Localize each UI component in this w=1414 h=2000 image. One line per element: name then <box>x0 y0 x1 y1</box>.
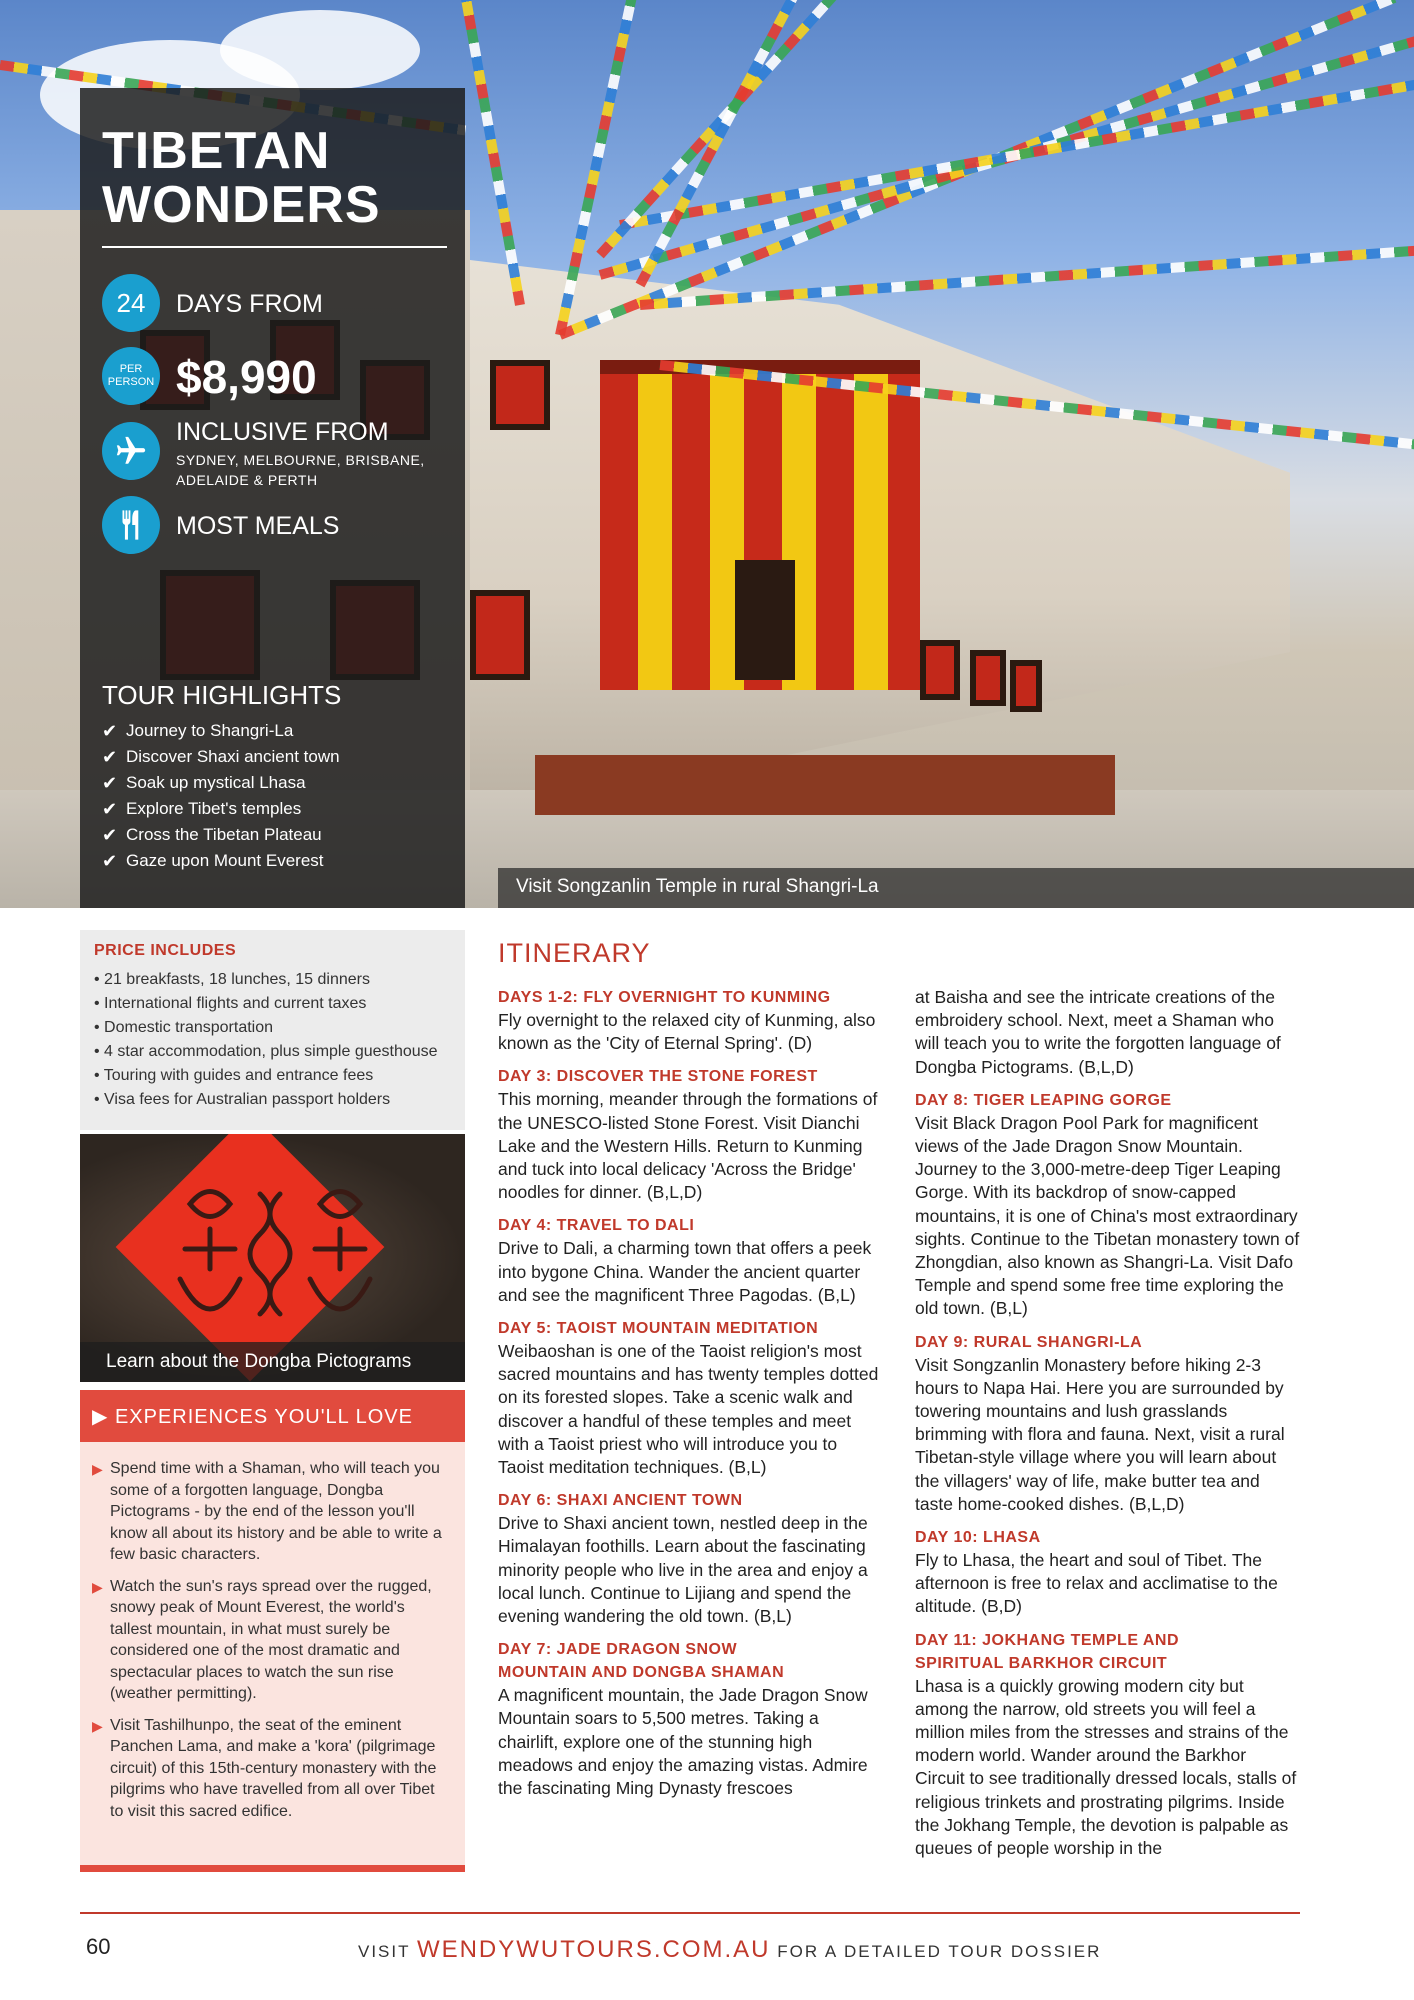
highlight-text: Journey to Shangri-La <box>126 721 294 740</box>
per-person-line2: PERSON <box>107 376 155 388</box>
highlights-title: TOUR HIGHLIGHTS <box>102 680 342 710</box>
itinerary-day <box>915 1331 1300 1516</box>
experiences-header <box>80 1390 465 1442</box>
day-text: Lhasa is a quickly growing modern city but among the narrow, old streets you will feel a million miles from the stresses and strains of the modern world. Wander around the Barkhor Circuit to see traditionally dressed locals, stalls of religious trinkets and prostrating pilgrims. Inside the Jokhang Temple, the devotion is palpable as queues of people worship in the <box>915 1675 1297 1859</box>
day-heading: DAY 6: SHAXI ANCIENT TOWN <box>498 1492 743 1510</box>
triangle-right-icon: ▶ <box>92 1406 115 1428</box>
footer-url-link[interactable]: WENDYWUTOURS.COM.AU <box>416 1936 771 1963</box>
tour-info-panel <box>80 88 465 908</box>
price-includes-box <box>80 930 465 1130</box>
checkmark-icon: ✔ <box>102 799 118 819</box>
list-item <box>102 744 340 770</box>
plane-icon <box>102 422 160 480</box>
checkmark-icon: ✔ <box>102 825 118 845</box>
experience-text: Spend time with a Shaman, who will teach you some of a forgotten language, Dongba Pictograms - by the end of the lesson you'll know all about its history and be able to write a few basic characters. <box>110 1460 442 1563</box>
day-text: at Baisha and see the intricate creations of the embroidery school. Next, meet a Shaman who will teach you to write the forgotten language of Dongba Pictograms. (B,L,D) <box>915 987 1281 1077</box>
tour-title-line2: WONDERS <box>102 176 381 234</box>
price-includes-title: PRICE INCLUDES <box>94 942 237 959</box>
day-text: A magnificent mountain, the Jade Dragon Snow Mountain soars to 5,500 metres. Taking a chairlift, explore one of the stunning high meadows and enjoy the amazing vistas. Admire the fascinating Ming Dynasty frescoes <box>498 1685 868 1799</box>
day-text: Drive to Shaxi ancient town, nestled deep in the Himalayan foothills. Learn about the fascinating minority people who live in the area and enjoy a local lunch. Continue to Lijiang and spend the evening wandering the old town. (B,L) <box>498 1513 868 1627</box>
itinerary-day <box>498 1638 883 1800</box>
day-text: Weibaoshan is one of the Taoist religion's most sacred mountains and has twenty temples dotted on its forested slopes. Take a scenic walk and discover a handful of these temples and meet with a Taoist priest who will introduce you to Taoist meditation techniques. (B,L) <box>498 1341 879 1478</box>
day-text: Fly overnight to the relaxed city of Kunming, also known as the 'City of Eternal Spring'. (D) <box>498 1010 876 1054</box>
list-item: • Visa fees for Australian passport holders <box>94 1091 391 1108</box>
list-item: • 21 breakfasts, 18 lunches, 15 dinners <box>94 971 370 988</box>
prayer-flag-line <box>659 360 1414 464</box>
list-item <box>92 1576 453 1705</box>
list-item <box>102 796 340 822</box>
inclusive-label: INCLUSIVE FROM <box>176 418 389 446</box>
list-item <box>102 848 340 874</box>
inclusive-cities <box>176 450 425 490</box>
itinerary-day <box>498 1065 883 1204</box>
per-person-line1: PER <box>119 363 143 375</box>
day-heading: DAY 3: DISCOVER THE STONE FOREST <box>498 1068 818 1086</box>
day-heading: DAY 11: JOKHANG TEMPLE AND SPIRITUAL BARKHOR CIRCUIT <box>915 1631 1180 1672</box>
itinerary-day <box>498 1214 883 1307</box>
experiences-list <box>80 1442 465 1872</box>
checkmark-icon: ✔ <box>102 747 118 767</box>
itinerary-day <box>915 1089 1300 1321</box>
checkmark-icon: ✔ <box>102 773 118 793</box>
page-number: 60 <box>86 1934 111 1959</box>
day-text: This morning, meander through the formations of the UNESCO-listed Stone Forest. Visit Dianchi Lake and the Western Hills. Return to Kunming and tuck into local delicacy 'Across the Bridge' noodles for dinner. (B,L,D) <box>498 1089 878 1203</box>
day-heading: DAY 10: LHASA <box>915 1529 1041 1547</box>
day-heading: DAY 9: RURAL SHANGRI-LA <box>915 1333 1143 1351</box>
day-text: Fly to Lhasa, the heart and soul of Tibet. The afternoon is free to relax and acclimatise to the altitude. (B,D) <box>915 1550 1278 1617</box>
meals-label: MOST MEALS <box>176 512 340 540</box>
tour-title-line1: TIBETAN <box>102 122 331 180</box>
itinerary-day-continued <box>915 986 1300 1079</box>
experience-text: Visit Tashilhunpo, the seat of the eminent Panchen Lama, and make a 'kora' (pilgrimage circuit) of this 15th-century monastery with the pilgrims who have travelled from all over Tibet to visit this sacred edifice. <box>110 1716 437 1820</box>
itinerary-day <box>498 986 883 1055</box>
prayer-flag-line <box>640 237 1414 310</box>
list-item <box>92 1458 453 1566</box>
list-item <box>102 822 340 848</box>
list-item: • Touring with guides and entrance fees <box>94 1067 374 1084</box>
footer-cta <box>358 1936 1101 1964</box>
footer-prefix: VISIT <box>358 1942 411 1961</box>
day-heading: DAY 4: TRAVEL TO DALI <box>498 1217 695 1235</box>
inclusive-cities-line1: SYDNEY, MELBOURNE, BRISBANE, <box>176 452 425 468</box>
triangle-right-icon: ▶ <box>92 1461 103 1477</box>
dongba-caption: Learn about the Dongba Pictograms <box>80 1342 465 1382</box>
list-item: • International flights and current taxes <box>94 995 367 1012</box>
itinerary-day <box>915 1526 1300 1619</box>
footer-divider <box>80 1912 1300 1914</box>
list-item <box>102 770 340 796</box>
highlight-text: Cross the Tibetan Plateau <box>126 825 322 844</box>
checkmark-icon: ✔ <box>102 721 118 741</box>
days-badge: 24 <box>102 274 160 332</box>
day-text: Drive to Dali, a charming town that offers a peek into bygone China. Wander the ancient quarter and see the magnificent Three Pagodas. (B,L) <box>498 1238 872 1305</box>
dongba-image <box>80 1134 465 1382</box>
highlight-text: Soak up mystical Lhasa <box>126 773 306 792</box>
day-heading: DAY 7: JADE DRAGON SNOW MOUNTAIN AND DONGBA SHAMAN <box>498 1641 785 1682</box>
inclusive-cities-line2: ADELAIDE & PERTH <box>176 472 318 488</box>
triangle-right-icon: ▶ <box>92 1717 103 1734</box>
highlight-text: Discover Shaxi ancient town <box>126 747 340 766</box>
day-text: Visit Black Dragon Pool Park for magnificent views of the Jade Dragon Snow Mountain. Journey to the 3,000-metre-deep Tiger Leaping Gorge. With its backdrop of snow-capped mountains, it is one of China's most extraordinary sights. Continue to the Tibetan monastery town of Zhongdian, also known as Shangri-La. Visit Dafo Temple and spend some free time exploring the old town. (B,L) <box>915 1112 1300 1319</box>
itinerary-day <box>498 1489 883 1628</box>
itinerary-column-1 <box>498 986 883 1810</box>
day-text: Visit Songzanlin Monastery before hiking 2-3 hours to Napa Hai. Here you are surrounded by towering mountains and lush grasslands brimming with flora and fauna. Next, visit a rural Tibetan-style village where you will learn about the villagers' way of life, make butter tea and taste home-cooked dishes. (B,L,D) <box>915 1354 1285 1514</box>
stage-platform <box>535 755 1115 815</box>
tour-price: $8,990 <box>176 351 317 403</box>
hero-caption: Visit Songzanlin Temple in rural Shangri-La <box>498 868 1414 908</box>
per-person-badge <box>102 347 160 405</box>
day-heading: DAY 8: TIGER LEAPING GORGE <box>915 1091 1172 1109</box>
cutlery-icon <box>102 496 160 554</box>
itinerary-column-2 <box>915 986 1300 1870</box>
highlight-text: Gaze upon Mount Everest <box>126 851 324 870</box>
day-heading: DAY 5: TAOIST MOUNTAIN MEDITATION <box>498 1320 819 1338</box>
footer-suffix: FOR A DETAILED TOUR DOSSIER <box>777 1942 1102 1961</box>
highlights-list <box>102 718 340 874</box>
experiences-title: EXPERIENCES YOU'LL LOVE <box>114 1406 413 1428</box>
day-heading: DAYS 1-2: FLY OVERNIGHT TO KUNMING <box>498 989 831 1006</box>
itinerary-title: ITINERARY <box>498 938 651 968</box>
title-divider <box>102 246 447 248</box>
days-label: DAYS FROM <box>176 290 323 318</box>
list-item <box>92 1715 453 1823</box>
tour-title <box>102 124 381 232</box>
triangle-right-icon: ▶ <box>92 1578 103 1595</box>
list-item: • Domestic transportation <box>94 1019 274 1036</box>
itinerary-day <box>915 1629 1300 1861</box>
highlight-text: Explore Tibet's temples <box>126 799 302 818</box>
list-item: • 4 star accommodation, plus simple guesthouse <box>94 1043 438 1060</box>
experience-text: Watch the sun's rays spread over the rugged, snowy peak of Mount Everest, the world's tallest mountain, in what must surely be considered one of the most dramatic and spectacular places to watch the sun rise (weather permitting). <box>110 1577 432 1702</box>
price-includes-list <box>94 968 451 1112</box>
list-item <box>102 718 340 744</box>
checkmark-icon: ✔ <box>102 851 118 871</box>
itinerary-day <box>498 1317 883 1479</box>
